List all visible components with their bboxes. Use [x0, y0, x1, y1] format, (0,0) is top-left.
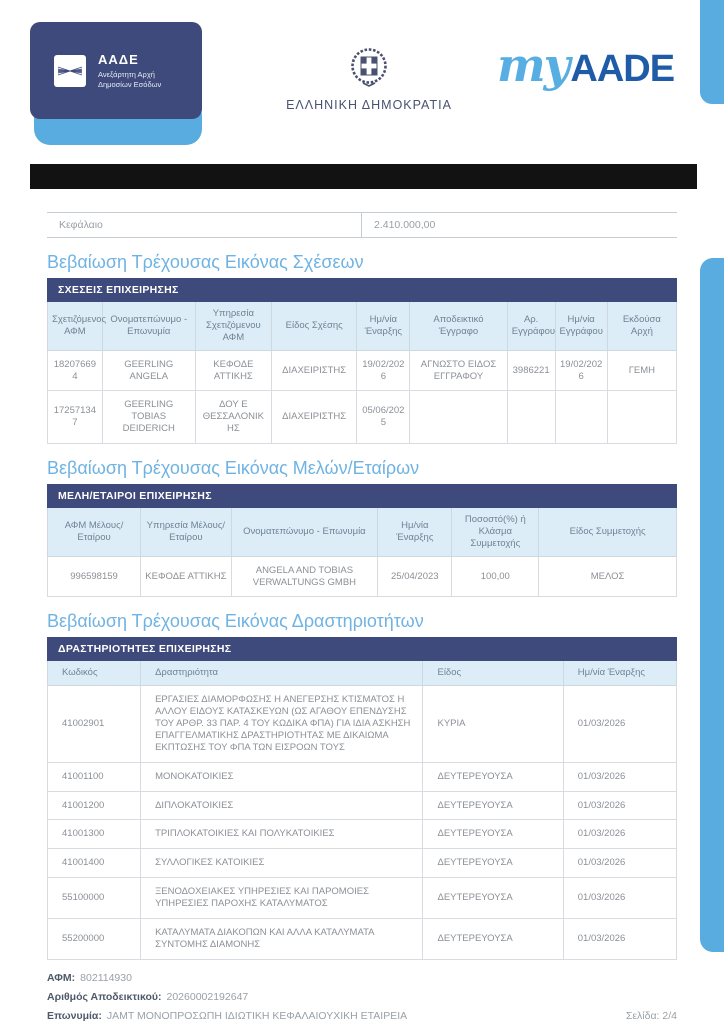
- table-cell: ANGELA AND TOBIAS VERWALTUNGS GMBH: [231, 556, 378, 597]
- table-title-bar: ΜΕΛΗ/ΕΤΑΙΡΟΙ ΕΠΙΧΕΙΡΗΣΗΣ: [47, 484, 677, 508]
- table-cell: ΔΟΥ Ε ΘΕΣΣΑΛΟΝΙΚΗΣ: [195, 391, 271, 444]
- table-cell: 25/04/2023: [378, 556, 452, 597]
- receipt-number-label: Αριθμός Αποδεικτικού:: [47, 990, 162, 1003]
- table-header-row: [48, 508, 677, 556]
- footer-afm-line: [47, 972, 677, 984]
- table-cell: 01/03/2026: [563, 686, 676, 762]
- table-row: [48, 391, 677, 444]
- table-cell: ΕΡΓΑΣΙΕΣ ΔΙΑΜΟΡΦΩΣΗΣ Η ΑΝΕΓΕΡΣΗΣ ΚΤΙΣΜΑΤΟΣ Η ΑΛΛΟΥ ΕΙΔΟΥΣ ΚΑΤΑΣΚΕΥΩΝ (ΩΣ ΑΓΑΘΟΥ ΕΠΕΝΔΥΣΗΣ ΤΟΥ ΑΡΘΡ. 33 ΠΑΡ. 4 ΤΟΥ ΚΩΔΙΚΑ ΦΠΑ) ΓΙΑ ΙΔΙΑ ΑΣΚΗΣΗ ΕΠΑΓΓΕΛΜΑΤΙΚΗΣ ΔΡΑΣΤΗΡΙΟΤΗΤΑΣ ΜΕ ΔΙΚΑΙΩΜΑ ΕΚΠΤΩΣΗΣ ΤΟΥ ΦΠΑ ΤΩΝ ΕΙΣΡΟΩΝ ΤΟΥΣ: [141, 686, 423, 762]
- table-cell: ΔΕΥΤΕΡΕΥΟΥΣΑ: [423, 820, 563, 849]
- table-cell: 41001200: [48, 791, 141, 820]
- capital-label: Κεφάλαιο: [47, 213, 362, 237]
- table-cell: 55200000: [48, 918, 141, 959]
- table-cell: ΤΡΙΠΛΟΚΑΤΟΙΚΙΕΣ ΚΑΙ ΠΟΛΥΚΑΤΟΙΚΙΕΣ: [141, 820, 423, 849]
- table-cell: 01/03/2026: [563, 762, 676, 791]
- page-edge-tab: [700, 258, 724, 952]
- column-header: Σχετιζόμενος ΑΦΜ: [48, 302, 103, 350]
- section-relations: [47, 252, 677, 444]
- column-header: Ονοματεπώνυμο - Επωνυμία: [231, 508, 378, 556]
- table-cell: 172571347: [48, 391, 103, 444]
- members-table: [47, 508, 677, 597]
- receipt-number-value: 20260002192647: [166, 990, 249, 1003]
- column-header: Αρ. Εγγράφου: [507, 302, 555, 350]
- table-cell: [555, 391, 607, 444]
- table-row: [48, 686, 677, 762]
- section-members: [47, 458, 677, 597]
- table-row: [48, 556, 677, 597]
- table-header-row: [48, 661, 677, 685]
- table-cell: ΔΙΠΛΟΚΑΤΟΙΚΙΕΣ: [141, 791, 423, 820]
- table-cell: ΔΕΥΤΕΡΕΥΟΥΣΑ: [423, 878, 563, 919]
- company-name-value: JAMT ΜΟΝΟΠΡΟΣΩΠΗ ΙΔΙΩΤΙΚΗ ΚΕΦΑΛΑΙΟΥΧΙΚΗ ΕΤΑΙΡΕΙΑ: [106, 1009, 408, 1022]
- table-cell: GEERLING ANGELA: [102, 350, 195, 391]
- table-cell: 55100000: [48, 878, 141, 919]
- table-cell: 01/03/2026: [563, 849, 676, 878]
- table-cell: ΓΕΜΗ: [607, 350, 676, 391]
- table-row: [48, 820, 677, 849]
- aade-logo-subtitle-1: Ανεξάρτητη Αρχή: [98, 70, 155, 80]
- column-header: Ημ/νία Έναρξης: [378, 508, 452, 556]
- table-cell: ΑΓΝΩΣΤΟ ΕΙΔΟΣ ΕΓΓΡΑΦΟΥ: [410, 350, 507, 391]
- table-title-bar: ΔΡΑΣΤΗΡΙΟΤΗΤΕΣ ΕΠΙΧΕΙΡΗΣΗΣ: [47, 637, 677, 661]
- column-header: Υπηρεσία Σχετιζόμενου ΑΦΜ: [195, 302, 271, 350]
- table-cell: 01/03/2026: [563, 820, 676, 849]
- section-title: Βεβαίωση Τρέχουσας Εικόνας Σχέσεων: [47, 252, 364, 272]
- table-cell: 100,00: [452, 556, 539, 597]
- myaade-logo-my: my: [497, 38, 569, 92]
- table-cell: ΔΕΥΤΕΡΕΥΟΥΣΑ: [423, 762, 563, 791]
- table-row: [48, 791, 677, 820]
- footer-receipt-line: [47, 991, 677, 1003]
- table-cell: 19/02/2026: [357, 350, 410, 391]
- table-cell: ΔΕΥΤΕΡΕΥΟΥΣΑ: [423, 849, 563, 878]
- republic-label: ΕΛΛΗΝΙΚΗ ΔΗΜΟΚΡΑΤΙΑ: [286, 98, 452, 112]
- table-cell: 41001400: [48, 849, 141, 878]
- table-cell: ΚΑΤΑΛΥΜΑΤΑ ΔΙΑΚΟΠΩΝ ΚΑΙ ΑΛΛΑ ΚΑΤΑΛΥΜΑΤΑ ΣΥΝΤΟΜΗΣ ΔΙΑΜΟΝΗΣ: [141, 918, 423, 959]
- column-header: Κωδικός: [48, 661, 141, 685]
- section-title: Βεβαίωση Τρέχουσας Εικόνας Δραστηριοτήτων: [47, 611, 424, 632]
- column-header: Είδος Σχέσης: [271, 302, 357, 350]
- table-title-bar: ΣΧΕΣΕΙΣ ΕΠΙΧΕΙΡΗΣΗΣ: [47, 278, 677, 302]
- table-cell: GEERLING TOBIAS DEIDERICH: [102, 391, 195, 444]
- table-cell: 3986221: [507, 350, 555, 391]
- table-cell: 41002901: [48, 686, 141, 762]
- company-name-label: Επωνυμία:: [47, 1009, 102, 1022]
- column-header: Ονοματεπώνυμο - Επωνυμία: [102, 302, 195, 350]
- column-header: Δραστηριότητα: [141, 661, 423, 685]
- table-cell: ΚΥΡΙΑ: [423, 686, 563, 762]
- column-header: ΑΦΜ Μέλους/Εταίρου: [48, 508, 141, 556]
- table-cell: 41001300: [48, 820, 141, 849]
- table-cell: ΔΙΑΧΕΙΡΙΣΤΗΣ: [271, 350, 357, 391]
- column-header: Είδος Συμμετοχής: [539, 508, 677, 556]
- aade-logo-subtitle-2: Δημοσίων Εσόδων: [98, 79, 162, 89]
- column-header: Ημ/νία Έναρξης: [357, 302, 410, 350]
- section-title: Βεβαίωση Τρέχουσας Εικόνας Μελών/Εταίρων: [47, 458, 420, 478]
- table-cell: ΜΕΛΟΣ: [539, 556, 677, 597]
- table-cell: 996598159: [48, 556, 141, 597]
- table-cell: 182076694: [48, 350, 103, 391]
- column-header: Αποδεικτικό Έγγραφο: [410, 302, 507, 350]
- afm-label: ΑΦΜ:: [47, 971, 76, 984]
- capital-row: [47, 212, 677, 238]
- table-cell: [507, 391, 555, 444]
- table-cell: 19/02/2026: [555, 350, 607, 391]
- table-cell: ΞΕΝΟΔΟΧΕΙΑΚΕΣ ΥΠΗΡΕΣΙΕΣ ΚΑΙ ΠΑΡΟΜΟΙΕΣ ΥΠΗΡΕΣΙΕΣ ΠΑΡΟΧΗΣ ΚΑΤΑΛΥΜΑΤΟΣ: [141, 878, 423, 919]
- document-content: [47, 0, 677, 1024]
- table-row: [48, 350, 677, 391]
- column-header: Ποσοστό(%) ή Κλάσμα Συμμετοχής: [452, 508, 539, 556]
- table-cell: ΣΥΛΛΟΓΙΚΕΣ ΚΑΤΟΙΚΙΕΣ: [141, 849, 423, 878]
- relations-table: [47, 302, 677, 444]
- page-edge-tab-top: [700, 0, 724, 104]
- footer-name-line: [47, 1010, 677, 1022]
- page-number: Σελίδα: 2/4: [625, 1009, 677, 1022]
- table-cell: 01/03/2026: [563, 791, 676, 820]
- aade-logo-title: ΑΑΔΕ: [98, 52, 139, 68]
- table-row: [48, 878, 677, 919]
- table-cell: 05/06/2025: [357, 391, 410, 444]
- table-row: [48, 918, 677, 959]
- column-header: Είδος: [423, 661, 563, 685]
- column-header: Ημ/νία Έναρξης: [563, 661, 676, 685]
- activities-table: [47, 661, 677, 959]
- table-cell: ΚΕΦΟΔΕ ΑΤΤΙΚΗΣ: [195, 350, 271, 391]
- table-cell: ΜΟΝΟΚΑΤΟΙΚΙΕΣ: [141, 762, 423, 791]
- table-row: [48, 849, 677, 878]
- table-cell: [607, 391, 676, 444]
- table-cell: ΔΕΥΤΕΡΕΥΟΥΣΑ: [423, 918, 563, 959]
- document-footer: [47, 972, 677, 1022]
- table-header-row: [48, 302, 677, 350]
- table-row: [48, 762, 677, 791]
- section-activities: [47, 611, 677, 959]
- afm-value: 802114930: [80, 971, 132, 984]
- myaade-logo-aade: AADE: [570, 48, 675, 90]
- table-cell: [410, 391, 507, 444]
- column-header: Υπηρεσία Μέλους/Εταίρου: [141, 508, 232, 556]
- column-header: Εκδούσα Αρχή: [607, 302, 676, 350]
- table-cell: ΔΙΑΧΕΙΡΙΣΤΗΣ: [271, 391, 357, 444]
- table-cell: 01/03/2026: [563, 878, 676, 919]
- capital-value: 2.410.000,00: [374, 219, 436, 231]
- table-cell: 01/03/2026: [563, 918, 676, 959]
- column-header: Ημ/νία Εγγράφου: [555, 302, 607, 350]
- table-cell: ΚΕΦΟΔΕ ΑΤΤΙΚΗΣ: [141, 556, 232, 597]
- table-cell: ΔΕΥΤΕΡΕΥΟΥΣΑ: [423, 791, 563, 820]
- table-cell: 41001100: [48, 762, 141, 791]
